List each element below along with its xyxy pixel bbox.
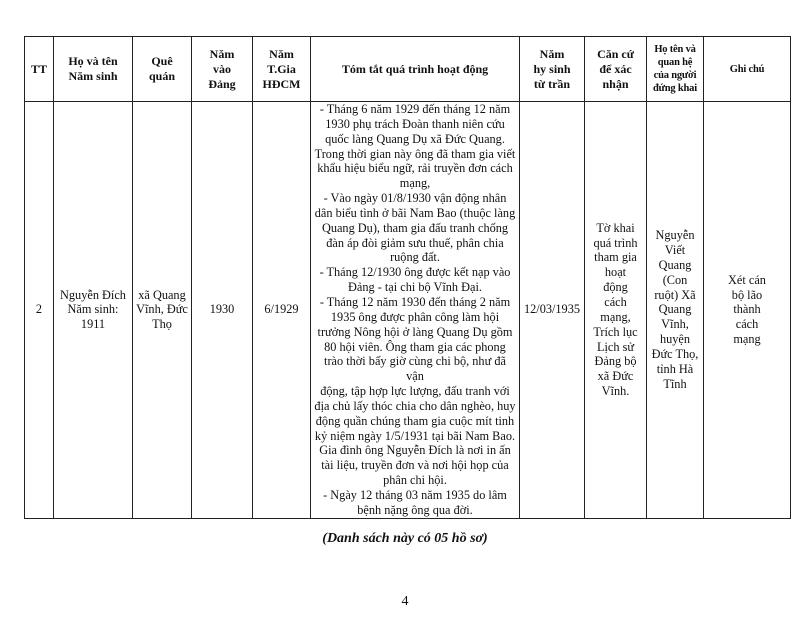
cell-hometown [133,102,192,519]
cell-evidence [585,102,647,519]
text-line: kỷ niệm ngày 1/5/1931 tại bãi Nam Bao. [314,428,516,443]
text-line: mạng, [399,176,431,191]
text-line: 1911 [80,317,106,332]
text-line: - Ngày 12 tháng 03 năm 1935 do lâm [323,487,507,502]
text-line: hoạt [604,265,627,280]
text-line: Trong thời gian này ông đã tham gia viết [314,146,516,161]
document-caption: (Danh sách này có 05 hồ sơ) [322,531,488,546]
text-line: nhận [602,76,629,91]
text-line: quán [148,69,176,83]
text-line: Nguyễn Đích [60,287,126,302]
header-tt [25,37,54,102]
table-row [25,102,791,519]
text-line: Tĩnh [663,376,687,391]
text-line: TT [30,61,47,76]
text-line: quốc làng Quang Dụ xã Đức Quang. [325,131,505,146]
text-line: Năm sinh [68,69,118,83]
text-line: Đảng [208,76,236,91]
text-line: Đảng bộ [594,354,637,369]
text-line: Lịch sử [596,339,635,354]
cell-summary [311,102,520,519]
text-line: - Tháng 12/1930 ông được kết nạp vào [319,265,511,280]
text-line: Quê [151,54,173,68]
header-summary [311,37,520,102]
text-line: động, tập hợp lực lượng, đấu tranh với [320,384,510,399]
text-line: Trích lục [593,324,638,339]
header-evidence [585,37,647,102]
header-revolution-year [253,37,311,102]
text-line: Năm sinh: [67,302,119,317]
text-line: Vĩnh, [661,317,689,332]
text-line: địa chủ lấy thóc chia cho dân nghèo, huy [314,398,516,413]
text-line: Căn cứ [597,46,634,61]
text-line: - Vào ngày 01/8/1930 vận động nhân [323,191,507,206]
text-line: Viết [664,243,686,258]
text-line: (Con [662,272,688,287]
text-line: Năm [539,46,565,61]
text-line: - Tháng 6 năm 1929 đến tháng 12 năm [319,102,511,116]
text-line: động [603,280,628,295]
text-line: 80 hội viên. Ông tham gia các phong [324,339,506,354]
text-line: quá trình [593,235,638,250]
text-line: động quần chúng tham gia cuộc mít tinh [315,413,515,428]
cell-declarant [647,102,704,519]
text-line: Đức Thọ, [651,346,699,361]
text-line: Ghi chú [729,63,765,75]
text-line: tỉnh Hà [656,361,694,376]
text-line: cách [735,317,759,332]
text-line: tham gia [594,250,637,265]
cell-note [704,102,791,519]
text-line: 1930 phụ trách Đoàn thanh niên cứu [325,116,505,131]
text-line: HĐCM [262,76,301,91]
text-line: vào [213,61,231,76]
text-line: trào thời bấy giờ cùng chi bộ, như đã vận [324,354,506,384]
text-line: bệnh nặng ông qua đời. [357,502,473,517]
text-line: xã Đức [597,369,634,384]
text-line: - Tháng 12 năm 1930 đến tháng 2 năm [319,294,511,309]
cell-name [54,102,133,519]
text-line: Họ tên và [654,44,696,55]
text-line: 1935 ông được phân công làm hội [330,309,500,324]
text-line: ruột) Xã [654,287,696,302]
text-line: huyện [659,332,691,347]
text-line: dân biểu tình ở bãi Nam Bao (thuộc làng [314,205,516,220]
text-line: Tóm tắt quá trình hoạt động [341,61,489,76]
text-line: bộ lão [731,287,763,302]
text-line: để xác [599,61,632,76]
text-line: đàn áp đòi giảm sưu thuế, phân chia [326,235,504,250]
text-line: ruộng đất. [390,250,440,265]
text-line: Quang [658,302,692,317]
text-line: T.Gia [267,61,296,76]
header-note [704,37,791,102]
text-line: Quang Dụ), tham gia đấu tranh chống [321,220,509,235]
header-hometown [133,37,192,102]
records-table [24,36,791,519]
text-line: khẩu hiệu biểu ngữ, rải truyền đơn cách [317,161,513,176]
text-line: trưởng Nông hội ở làng Quang Dụ gồm [317,324,513,339]
text-line: quan hệ [657,57,693,68]
text-line: phân chi hội. [383,473,447,488]
text-line: Vĩnh, Đức [136,302,188,317]
text-line: hy sinh [533,61,571,76]
text-line: Thọ [152,317,172,332]
text-line: Họ và tên [68,54,118,68]
header-name [54,37,133,102]
cell-tt: 2 [25,102,54,519]
text-line: Tờ khai [596,220,635,235]
text-line: Gia đình ông Nguyễn Đích là nơi in ấn [319,443,511,458]
text-line: của người [653,70,697,81]
header-party-year [192,37,253,102]
cell-party-year: 1930 [192,102,253,519]
text-line: Xét cán [728,272,766,287]
text-line: mạng, [600,309,631,324]
text-line: mạng [733,332,761,347]
text-line: thành [733,302,761,317]
text-line: cách [604,294,627,309]
page-number: 4 [401,594,409,609]
header-death-year [520,37,585,102]
text-line: Vĩnh. [601,384,630,399]
text-line: đứng khai [653,83,697,94]
text-line: Quang [658,257,692,272]
header-declarant [647,37,704,102]
text-line: tài liệu, truyền đơn và nơi hội họp của [321,458,509,473]
text-line: Năm [209,46,235,61]
text-line: Đảng - tại chi bộ Vĩnh Đại. [348,280,482,295]
text-line: xã Quang [138,287,186,302]
cell-revolution-year: 6/1929 [253,102,311,519]
text-line: Năm [269,46,294,61]
text-line: từ trần [533,76,571,91]
header-row [25,37,791,102]
cell-death-date: 12/03/1935 [520,102,585,519]
text-line: Nguyễn [655,228,695,243]
